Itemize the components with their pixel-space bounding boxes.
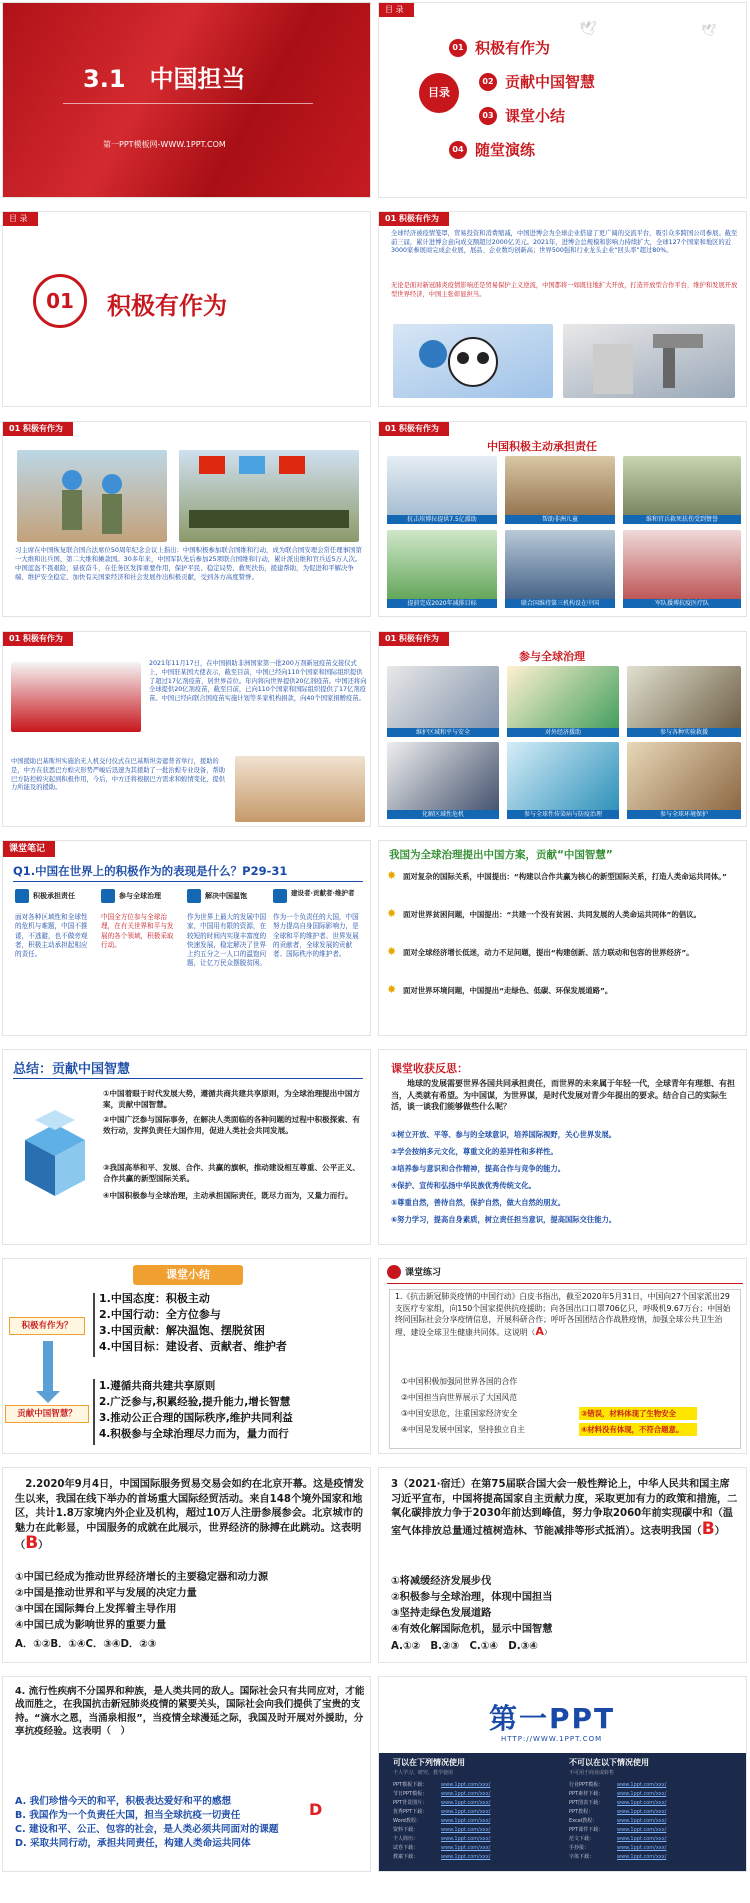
section-title: 积极有作为 bbox=[107, 292, 227, 320]
credits-label: PPT教程： bbox=[569, 1809, 594, 1815]
slide-tag: 目 录 bbox=[3, 212, 38, 226]
option: ④中国已成为影响世界的重要力量 bbox=[15, 1620, 167, 1631]
credits-row[interactable] bbox=[393, 1799, 563, 1808]
credits-row[interactable] bbox=[569, 1799, 739, 1808]
list-item: 1.中国态度：积极主动 bbox=[99, 1292, 210, 1305]
recap-label: 积极有作为？ bbox=[9, 1317, 85, 1335]
credits-row[interactable] bbox=[393, 1826, 563, 1835]
toc-label: 积极有作为 bbox=[475, 39, 551, 57]
credits-link[interactable]: www.1ppt.com/xxx/ bbox=[441, 1836, 491, 1842]
credits-label: 节日PPT模板： bbox=[393, 1791, 428, 1797]
slide-tag: 01 积极有作为 bbox=[379, 632, 449, 646]
brand-url: HTTP://WWW.1PPT.COM bbox=[501, 1735, 603, 1743]
check-icon bbox=[15, 889, 29, 903]
paragraph: ④中国积极参与全球治理，主动承担国际责任，既尽力而为，又量力而行。 bbox=[103, 1191, 353, 1200]
photo-caption: 参与全球环境保护 bbox=[627, 810, 741, 819]
answer-choices: A.①② B.②③ C.①④ D.③④ bbox=[391, 1641, 538, 1652]
photo bbox=[505, 456, 615, 524]
list-item: 4.中国目标：建设者、贡献者、维护者 bbox=[99, 1340, 287, 1353]
credits-label: 字体下载： bbox=[569, 1854, 595, 1860]
check-icon bbox=[187, 889, 201, 903]
paragraph: ②中国广泛参与国际事务，在解决人类面临的各种问题的过程中积极探索、有效行动，发挥负责任大国作用，促进人类社会共同发展。 bbox=[103, 1115, 361, 1135]
answer-choices: A．①②B．①④C．③④D．②③ bbox=[15, 1639, 157, 1650]
photo-caption: 维护区域和平与安全 bbox=[387, 728, 499, 737]
credits-list bbox=[569, 1781, 739, 1862]
credits-row[interactable] bbox=[393, 1790, 563, 1799]
list-item: ⑤尊重自然，善待自然，保护自然，做大自然的朋友。 bbox=[391, 1198, 566, 1207]
slide-toc bbox=[378, 2, 747, 198]
slide-tag: 目 录 bbox=[379, 3, 414, 17]
stem-text: 1.《抗击新冠肺炎疫情的中国行动》白皮书指出，截至2020年5月31日，中国向27个国家派出29支医疗专家组，向150个国家提供抗疫援助；向各国出口口罩706亿只，呼吸机9.67万台；中国始终同国际社会分享疫情信息，开展科研合作；呼吁各国团结合作战胜疫情，加强全球公共卫生治理、建设全球卫生健康共同体。这说明（ bbox=[395, 1292, 731, 1337]
slide-responsibility bbox=[378, 421, 747, 617]
credits-label: 个人简历： bbox=[393, 1836, 419, 1842]
note-highlight: ④材料没有体现，不符合题意。 bbox=[579, 1423, 697, 1436]
credits-row[interactable] bbox=[393, 1817, 563, 1826]
divider bbox=[63, 103, 313, 104]
divider bbox=[13, 1078, 363, 1079]
slide-global-governance bbox=[378, 631, 747, 827]
photo-caption: 参与各种实验救援 bbox=[627, 728, 741, 737]
paragraph: 全球经济被疫情笼罩，贸易投资和消费缩减，中国进博会为全球企业搭建了更广阔的交流平台，吸引众多跨国公司参展。截至前三届，累计进博会意向成交额超过2000亿美元。2021年，进博会总规模和影响力持续扩大，全球127个国家和地区的近3000家参展商完成企业展，展品、企业数均创新高；世界500强和行业龙头企业“回头率”超过80%。 bbox=[391, 230, 738, 255]
sun-icon: ✸ bbox=[387, 983, 397, 996]
photo bbox=[627, 666, 741, 736]
paragraph: 作为世界上最大的发展中国家，中国用有限的资源，在较短的时间内实现丰富度的快速发展，稳定解决了世界上约五分之一人口的温饱问题，让亿万民众摆脱贫困。 bbox=[187, 913, 267, 968]
credits-link[interactable]: www.1ppt.com/xxx/ bbox=[441, 1845, 491, 1851]
option: D. 采取共同行动，承担共同责任，构建人类命运共同体 bbox=[15, 1838, 251, 1849]
slide-exercise-3 bbox=[378, 1467, 747, 1663]
slide-heading: 总结：贡献中国智慧 bbox=[13, 1062, 131, 1077]
slide-notes bbox=[2, 840, 371, 1036]
toc-badge: 目录 bbox=[419, 73, 459, 113]
stem-close: ） bbox=[38, 1540, 49, 1551]
divider bbox=[387, 1283, 743, 1284]
question-stem bbox=[15, 1478, 365, 1554]
credits-link[interactable]: www.1ppt.com/xxx/ bbox=[441, 1854, 491, 1860]
slide-recap bbox=[2, 1258, 371, 1454]
list-item: 2.中国行动：全方位参与 bbox=[99, 1308, 221, 1321]
list-item: 4.积极参与全球治理尽力而为，量力而行 bbox=[99, 1428, 289, 1440]
arrow-down-icon bbox=[36, 1391, 60, 1403]
option: ④中国是发展中国家，坚持独立自主 bbox=[401, 1425, 525, 1434]
category-label: 积极承担责任 bbox=[33, 892, 75, 900]
option: ①将减缓经济发展步伐 bbox=[391, 1576, 492, 1587]
stem-text: 2.2020年9月4日，中国国际服务贸易交易会如约在北京开幕。这是疫情发生以来，我国在线下举办的首场重大国际经贸活动。来自148个境外国家和地区，共计1.8万家境内外企业及机构，超过10万人注册参展参会。北京城市的魅力在此彰显，中国服务的成就在此展示，世界经济的脉搏在此跳动。这表明（ bbox=[15, 1479, 364, 1551]
option: ②中国是推动世界和平与发展的决定力量 bbox=[15, 1588, 197, 1599]
answer-mark: D bbox=[309, 1800, 323, 1819]
credits-label: 手抄报： bbox=[569, 1845, 590, 1851]
photo-caption: 帮助非洲儿童 bbox=[505, 515, 615, 524]
slide-credits bbox=[378, 1676, 747, 1872]
bracket bbox=[93, 1293, 95, 1357]
credits-link[interactable]: www.1ppt.com/xxx/ bbox=[617, 1818, 667, 1824]
category-label: 解决中国温饱 bbox=[205, 892, 247, 900]
option: C. 建设和平、公正、包容的社会，是人类必须共同面对的课题 bbox=[15, 1824, 279, 1835]
list-item: 2.广泛参与,积累经验,提升能力,增长智慧 bbox=[99, 1396, 291, 1408]
emblem-icon bbox=[387, 1265, 401, 1279]
paragraph: ①中国着眼于时代发展大势，遵循共商共建共享原则，为全球治理提出中国方案，贡献中国智慧。 bbox=[103, 1089, 361, 1109]
credits-heading: 不可以在以下情况使用 bbox=[569, 1758, 649, 1767]
photo-caption: 抗击埃博拉提供7.5亿援助 bbox=[387, 515, 497, 524]
credits-link[interactable]: www.1ppt.com/xxx/ bbox=[617, 1782, 667, 1788]
list-item: ①树立开放、平等、参与的全球意识，培养国际视野，关心世界发展。 bbox=[391, 1130, 617, 1139]
dove-icon: 🕊 bbox=[579, 21, 597, 37]
paragraph: 面对复杂的国际关系，中国提出：“构建以合作共赢为核心的新型国际关系，打造人类命运共同体。” bbox=[403, 872, 727, 881]
list-item: 3.推动公正合理的国际秩序,维护共同利益 bbox=[99, 1412, 293, 1424]
photo bbox=[507, 742, 619, 816]
credits-label: PPT图表下载： bbox=[569, 1800, 604, 1806]
credits-label: 试卷下载： bbox=[393, 1845, 419, 1851]
paragraph: 面对世界贫困问题，中国提出：“共建一个没有贫困、共同发展的人类命运共同体”的倡议。 bbox=[403, 910, 701, 919]
slide-heading: 我国为全球治理提出中国方案，贡献“中国智慧” bbox=[389, 849, 613, 861]
option: ①中国积极加强同世界各国的合作 bbox=[401, 1377, 518, 1386]
credits-row[interactable] bbox=[393, 1853, 563, 1862]
paragraph: 无论是面对新冠肺炎疫情影响还是贸易保护主义逆流，中国都将一如既往地扩大开放，打造开放型合作平台，维护和发展开放型世界经济，中国主张彰显担当。 bbox=[391, 282, 738, 298]
slide-heading: 课堂练习 bbox=[405, 1268, 442, 1278]
cover-footer: 第一PPT模板网-WWW.1PPT.COM bbox=[103, 140, 226, 149]
stem-close: ） bbox=[714, 1525, 725, 1537]
paragraph: 作为一个负责任的大国，中国努力提高自身国际影响力，是全球和平的维护者、世界发展的贡献者，全球发展的贡献者、国际秩序的维护者。 bbox=[273, 913, 359, 959]
stem-text: 3（2021·宿迁）在第75届联合国大会一般性辩论上，中华人民共和国主席习近平宣布，中国将提高国家自主贡献力度，采取更加有力的政策和措施，二氧化碳排放力争于2030年前达到峰值，努力争取2060年前实现碳中和（温室气体排放总量通过植树造林、节能减排等形式抵消）。这表明我国（ bbox=[391, 1479, 738, 1537]
photo bbox=[623, 456, 741, 524]
photo bbox=[627, 742, 741, 816]
slide-peacekeeping bbox=[2, 421, 371, 617]
credits-row[interactable] bbox=[569, 1826, 739, 1835]
credits-row[interactable] bbox=[569, 1781, 739, 1790]
photo bbox=[387, 456, 497, 524]
question-title: Q1.中国在世界上的积极作为的表现是什么？P29-31 bbox=[13, 864, 288, 878]
option: A. 我们珍惜今天的和平，积极表达爱好和平的感想 bbox=[15, 1796, 232, 1807]
photo-caption: 化解区域性危机 bbox=[387, 810, 499, 819]
paragraph: 习主席在中国恢复联合国合法席位50周年纪念会议上指出：中国积极参加联合国维和行动，成为联合国安理会常任理事国第一大维和出兵国、第二大维和摊款国。30多年来，中国军队先后参加25项联合国维和行动，累计派出维和官兵近5万人次。中国蓝盔不畏艰险，昼夜奋斗，在任务区发挥重要作用，保护平民、稳定局势、救死扶伤，援建帮助，为促进和平解决争端、维护安全稳定、加快有关国家经济和社会发展作出积极贡献，受到各方高度赞誉。 bbox=[15, 546, 362, 581]
option: ②积极参与全球治理，体现中国担当 bbox=[391, 1592, 553, 1603]
credits-label: PPT背景图片： bbox=[393, 1800, 428, 1806]
brand-logo: 第一PPT bbox=[489, 1702, 616, 1735]
credits-row[interactable] bbox=[393, 1781, 563, 1790]
sun-icon: ✸ bbox=[387, 945, 397, 958]
toc-number: 04 bbox=[449, 141, 467, 159]
slide-exercise-1 bbox=[378, 1258, 747, 1454]
slide-tag: 课堂笔记 bbox=[3, 841, 55, 857]
cover-title: 3.1 中国担当 bbox=[83, 65, 246, 93]
category-label: 参与全球治理 bbox=[119, 892, 161, 900]
credits-row[interactable] bbox=[569, 1790, 739, 1799]
option: ③中国在国际舞台上发挥着主导作用 bbox=[15, 1604, 177, 1615]
recap-label: 贡献中国智慧？ bbox=[5, 1405, 89, 1423]
credits-link[interactable]: www.1ppt.com/xxx/ bbox=[441, 1800, 491, 1806]
check-icon bbox=[101, 889, 115, 903]
peacekeeper-photo bbox=[17, 450, 167, 542]
toc-label: 随堂演练 bbox=[475, 141, 536, 159]
credits-row[interactable] bbox=[393, 1808, 563, 1817]
credits-link[interactable]: www.1ppt.com/xxx/ bbox=[441, 1782, 491, 1788]
credits-heading: 可以在下列情况使用 bbox=[393, 1758, 465, 1767]
expo-mascot-image bbox=[393, 324, 553, 398]
toc-label: 课堂小结 bbox=[505, 107, 566, 125]
cube-graphic bbox=[15, 1100, 95, 1210]
question-stem bbox=[391, 1478, 739, 1539]
photo-caption: 联合国维持第三机构设在中国 bbox=[505, 599, 615, 608]
credits-label: Excel教程： bbox=[569, 1818, 598, 1824]
sun-icon: ✸ bbox=[387, 869, 397, 882]
stem-close: ） bbox=[543, 1327, 552, 1337]
credits-link[interactable]: www.1ppt.com/xxx/ bbox=[441, 1818, 491, 1824]
credits-row[interactable] bbox=[393, 1844, 563, 1853]
slide-exercise-4 bbox=[2, 1676, 371, 1872]
toc-number: 01 bbox=[449, 39, 467, 57]
paragraph: 地球的发展需要世界各国共同承担责任，而世界的未来属于年轻一代，全球青年有理想、有担当，人类就有希望。为中国谋，为世界谋，是时代发展对青少年提出的要求。结合自己的实际生活，谈一谈我们能够做些什么呢？ bbox=[391, 1079, 735, 1111]
credits-label: PPT素材下载： bbox=[569, 1791, 604, 1797]
slide-heading: 课堂收获反思： bbox=[391, 1062, 468, 1075]
credits-sub: 不可用于商业或转售 bbox=[569, 1770, 615, 1776]
slide-cover bbox=[2, 2, 371, 198]
slide-tag: 01 积极有作为 bbox=[379, 422, 449, 436]
question-stem: 4. 流行性疾病不分国界和种族，是人类共同的敌人。国际社会只有共同应对，才能战而胜之，在我国抗击新冠肺炎疫情的紧要关头，国际社会向我们提供了宝贵的支持。“滴水之恩，当涌泉相报”，当疫情全球漫延之际，我国及时开展对外援助，分享抗疫经验。这表明（ ） bbox=[15, 1686, 365, 1738]
credits-list bbox=[393, 1781, 563, 1862]
list-item: ③培养参与意识和合作精神，提高合作与竞争的能力。 bbox=[391, 1164, 566, 1173]
option: ④有效化解国际危机，显示中国智慧 bbox=[391, 1624, 553, 1635]
paragraph: 面对各种区域性和全球性的危机与难题，中国不推诿，不逃避，也不做旁观者，积极主动承担起相应的责任。 bbox=[15, 913, 88, 959]
credits-link[interactable]: www.1ppt.com/xxx/ bbox=[617, 1845, 667, 1851]
photo bbox=[387, 530, 497, 606]
credits-link[interactable]: www.1ppt.com/xxx/ bbox=[617, 1791, 667, 1797]
photo bbox=[387, 666, 499, 736]
photo bbox=[623, 530, 741, 606]
slide-vaccine bbox=[2, 631, 371, 827]
photo-caption: 对外经济援助 bbox=[507, 728, 619, 737]
credits-link[interactable]: www.1ppt.com/xxx/ bbox=[617, 1836, 667, 1842]
answer-mark: B bbox=[701, 1518, 715, 1539]
photo-caption: 参与全球性传染病与防疫治理 bbox=[507, 810, 619, 819]
photo bbox=[507, 666, 619, 736]
slide-tag: 01 积极有作为 bbox=[379, 212, 449, 226]
paragraph: ③我国高举和平、发展、合作、共赢的旗帜，推动建设相互尊重、公平正义、合作共赢的新型国际关系。 bbox=[103, 1163, 361, 1183]
slide-heading: 参与全球治理 bbox=[519, 650, 585, 663]
option: ③中国安思危，注重国家经济安全 bbox=[401, 1409, 518, 1418]
credits-label: PPT课件下载： bbox=[569, 1827, 604, 1833]
slide-exercise-2 bbox=[2, 1467, 371, 1663]
list-item: ④保护、宣传和弘扬中华民族优秀传统文化。 bbox=[391, 1181, 536, 1190]
credits-sub: 个人学习、研究、教学使用 bbox=[393, 1770, 454, 1776]
credits-label: 教案下载： bbox=[393, 1854, 419, 1860]
slide-heading: 中国积极主动承担责任 bbox=[487, 440, 597, 453]
category-label: 建设者·贡献者·维护者 bbox=[291, 889, 355, 897]
credits-link[interactable]: www.1ppt.com/xxx/ bbox=[617, 1854, 667, 1860]
list-item: ②学会按纳多元文化，尊重文化的差异性和多样性。 bbox=[391, 1147, 558, 1156]
credits-link[interactable]: www.1ppt.com/xxx/ bbox=[441, 1791, 491, 1797]
slide-wisdom bbox=[378, 840, 747, 1036]
section-number: 01 bbox=[33, 274, 87, 328]
dove-icon: 🕊 bbox=[701, 23, 717, 37]
list-item: 1.遵循共商共建共享原则 bbox=[99, 1380, 216, 1392]
question-stem bbox=[395, 1291, 737, 1338]
photo-caption: 军队援博抗疫医疗队 bbox=[623, 599, 741, 608]
photo-caption: 提前完成2020年减排目标 bbox=[387, 599, 497, 608]
answer-mark: A bbox=[535, 1324, 544, 1338]
credits-label: 优秀PPT下载： bbox=[393, 1809, 428, 1815]
photo-caption: 维和官兵救死扶伤受到赞誉 bbox=[623, 515, 741, 524]
arrow-icon bbox=[43, 1341, 53, 1395]
credits-row[interactable] bbox=[569, 1808, 739, 1817]
check-icon bbox=[273, 889, 287, 903]
credits-label: 范文下载： bbox=[569, 1836, 595, 1842]
credits-label: Word教程： bbox=[393, 1818, 421, 1824]
paragraph: 面对世界环境问题，中国提出“走绿色、低碳、环保发展道路”。 bbox=[403, 986, 613, 995]
robot-arm-image bbox=[563, 324, 735, 398]
paragraph: 2021年11月17日，在中国捐助非洲国家第一批200万剂新冠疫苗交接仪式上，中国驻某国大使表示，截至目前，中国已经向110个国家和国际组织提供了超过17亿剂疫苗，居世界首位。年内将向世界提供20亿剂疫苗。中国还将向全球提供20亿剂疫苗，截至目前，已向110个国家和国际组织提供了17亿剂疫苗。中国已经向联合国疫苗实施计划等多家机构捐款，向40个国家捐赠疫苗。 bbox=[149, 660, 367, 703]
note-highlight: ③错误，材料体现了生物安全 bbox=[579, 1407, 697, 1420]
credits-link[interactable]: www.1ppt.com/xxx/ bbox=[617, 1809, 667, 1815]
option: ②中国担当向世界展示了大国风范 bbox=[401, 1393, 518, 1402]
vaccine-handover-photo bbox=[11, 662, 141, 732]
drone-handover-photo bbox=[235, 756, 365, 822]
photo bbox=[387, 742, 499, 816]
credits-link[interactable]: www.1ppt.com/xxx/ bbox=[617, 1800, 667, 1806]
credits-row[interactable] bbox=[569, 1835, 739, 1844]
credits-link[interactable]: www.1ppt.com/xxx/ bbox=[617, 1827, 667, 1833]
credits-link[interactable]: www.1ppt.com/xxx/ bbox=[441, 1827, 491, 1833]
paragraph: 面对全球经济增长低迷，动力不足问题，提出“构建创新、活力联动和包容的世界经济”。 bbox=[403, 948, 694, 957]
toc-number: 03 bbox=[479, 107, 497, 125]
photo bbox=[505, 530, 615, 606]
option: B. 我国作为一个负责任大国，担当全球抗疫一切责任 bbox=[15, 1810, 241, 1821]
paragraph: 中国全方位参与全球治理，在有关世界和平与发展的各个领域，积极采取行动。 bbox=[101, 913, 174, 949]
slide-heading: 课堂小结 bbox=[133, 1265, 243, 1285]
option: ①中国已经成为推动世界经济增长的主要稳定器和动力源 bbox=[15, 1572, 269, 1583]
divider bbox=[13, 881, 363, 882]
credits-row[interactable] bbox=[569, 1817, 739, 1826]
credits-link[interactable]: www.1ppt.com/xxx/ bbox=[441, 1809, 491, 1815]
answer-mark: B bbox=[25, 1533, 39, 1553]
credits-label: 行业PPT模板： bbox=[569, 1782, 604, 1788]
toc-number: 02 bbox=[479, 73, 497, 91]
option: ③坚持走绿色发展道路 bbox=[391, 1608, 492, 1619]
toc-label: 贡献中国智慧 bbox=[505, 73, 596, 91]
slide-reflection bbox=[378, 1049, 747, 1245]
slide-tag: 01 积极有作为 bbox=[3, 632, 73, 646]
slide-tag: 01 积极有作为 bbox=[3, 422, 73, 436]
list-item: 3.中国贡献：解决温饱、摆脱贫困 bbox=[99, 1324, 265, 1337]
paragraph: 中国援助巴基斯坦实施治无人机交付仪式在巴基斯坦旁遮普省举行，援助的是，中方在获悉巴方蝗灾形势严峻后迅速为其援助了一批治蝗专业设备，帮助巴方防控蝗灾起到积极作用，今后，中方还将根据巴方需求和蝗情变化，提供力所能及的援助。 bbox=[11, 758, 226, 792]
credits-label: 资料下载： bbox=[393, 1827, 419, 1833]
credits-row[interactable] bbox=[569, 1844, 739, 1853]
slide-expo bbox=[378, 211, 747, 407]
list-item: ⑥努力学习，提高自身素质，树立责任担当意识，提高国际交往能力。 bbox=[391, 1215, 617, 1224]
cover-background bbox=[3, 3, 371, 198]
credits-label: PPT模板下载： bbox=[393, 1782, 428, 1788]
sun-icon: ✸ bbox=[387, 907, 397, 920]
credits-row[interactable] bbox=[569, 1853, 739, 1862]
slide-section-1 bbox=[2, 211, 371, 407]
slide-summary bbox=[2, 1049, 371, 1245]
troops-flags-photo bbox=[179, 450, 359, 542]
credits-row[interactable] bbox=[393, 1835, 563, 1844]
bracket bbox=[93, 1379, 95, 1445]
